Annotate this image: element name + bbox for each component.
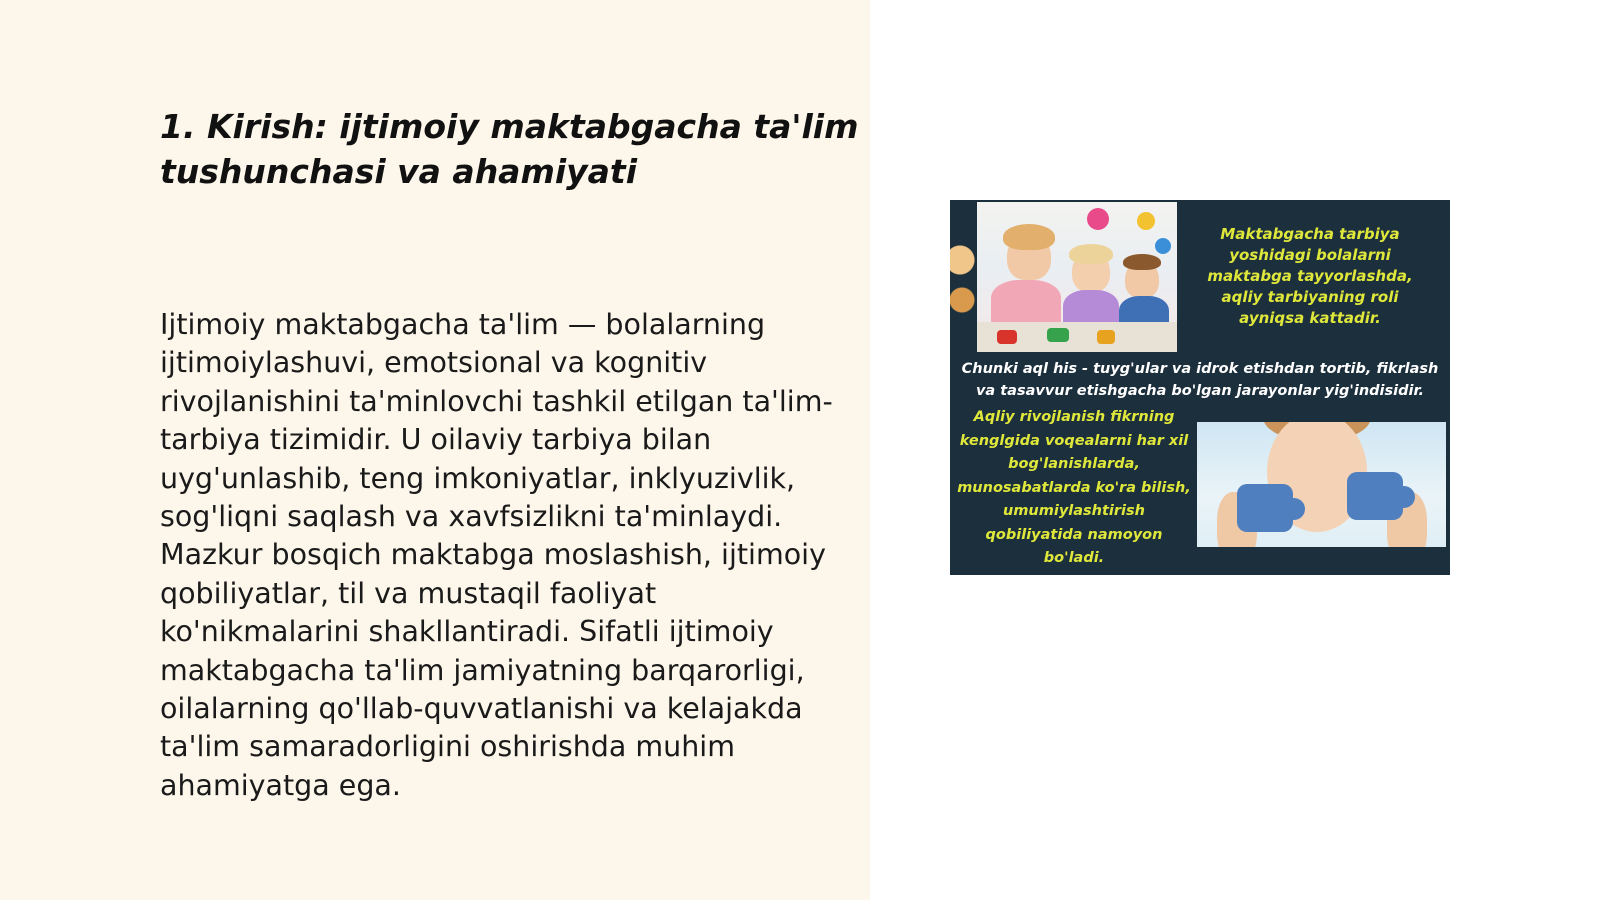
child-with-puzzle-photo [1197, 422, 1446, 547]
slide-title: 1. Kirish: ijtimoiy maktabgacha ta'lim tushunchasi va ahamiyati [160, 107, 859, 191]
slide-body-text: Ijtimoiy maktabgacha ta'lim — bolalarning ijtimoiylashuvi, emotsional va kognitiv rivojlanishini ta'minlovchi tashkil etilgan ta'lim-tarbiya tizimidir. U oilaviy tarbiya bilan uyg'unlashib, teng imkoniyatlar, inklyuzivlik, sog'liqni saqlash va xavfsizlikni ta'minlaydi. Mazkur bosqich maktabga moslashish, ijtimoiy qobiliyatlar, til va mustaqil faoliyat ko'nikmalarini shakllantiradi. Sifatli ijtimoiy maktabgacha ta'lim jamiyatning barqarorligi, oilalarning qo'llab-quvvatlanishi va kelajakda ta'lim samaradorligini oshirishda muhim ahamiyatga ega. [160, 308, 833, 802]
illustration-caption-top: Maktabgacha tarbiya yoshidagi bolalarni maktabga tayyorlashda, aqliy tarbiyaning roli ayniqsa kattadir. [1207, 225, 1413, 327]
cartoon-decoration [950, 230, 978, 320]
illustration-caption-bottom: Aqliy rivojlanish fikrning kenglgida voqealarni har xil bog'lanishlarda, munosabatlarda ko'ra bilish, umumiylashtirish qobiliyatida namoyon bo'ladi. [957, 409, 1191, 566]
children-playing-photo [977, 202, 1177, 352]
slide-illustration [950, 200, 1450, 575]
illustration-caption-middle: Chunki aql his - tuyg'ular va idrok etishdan tortib, fikrlash va tasavvur etishgacha bo'lgan jarayonlar yig'indisidir. [961, 361, 1439, 399]
